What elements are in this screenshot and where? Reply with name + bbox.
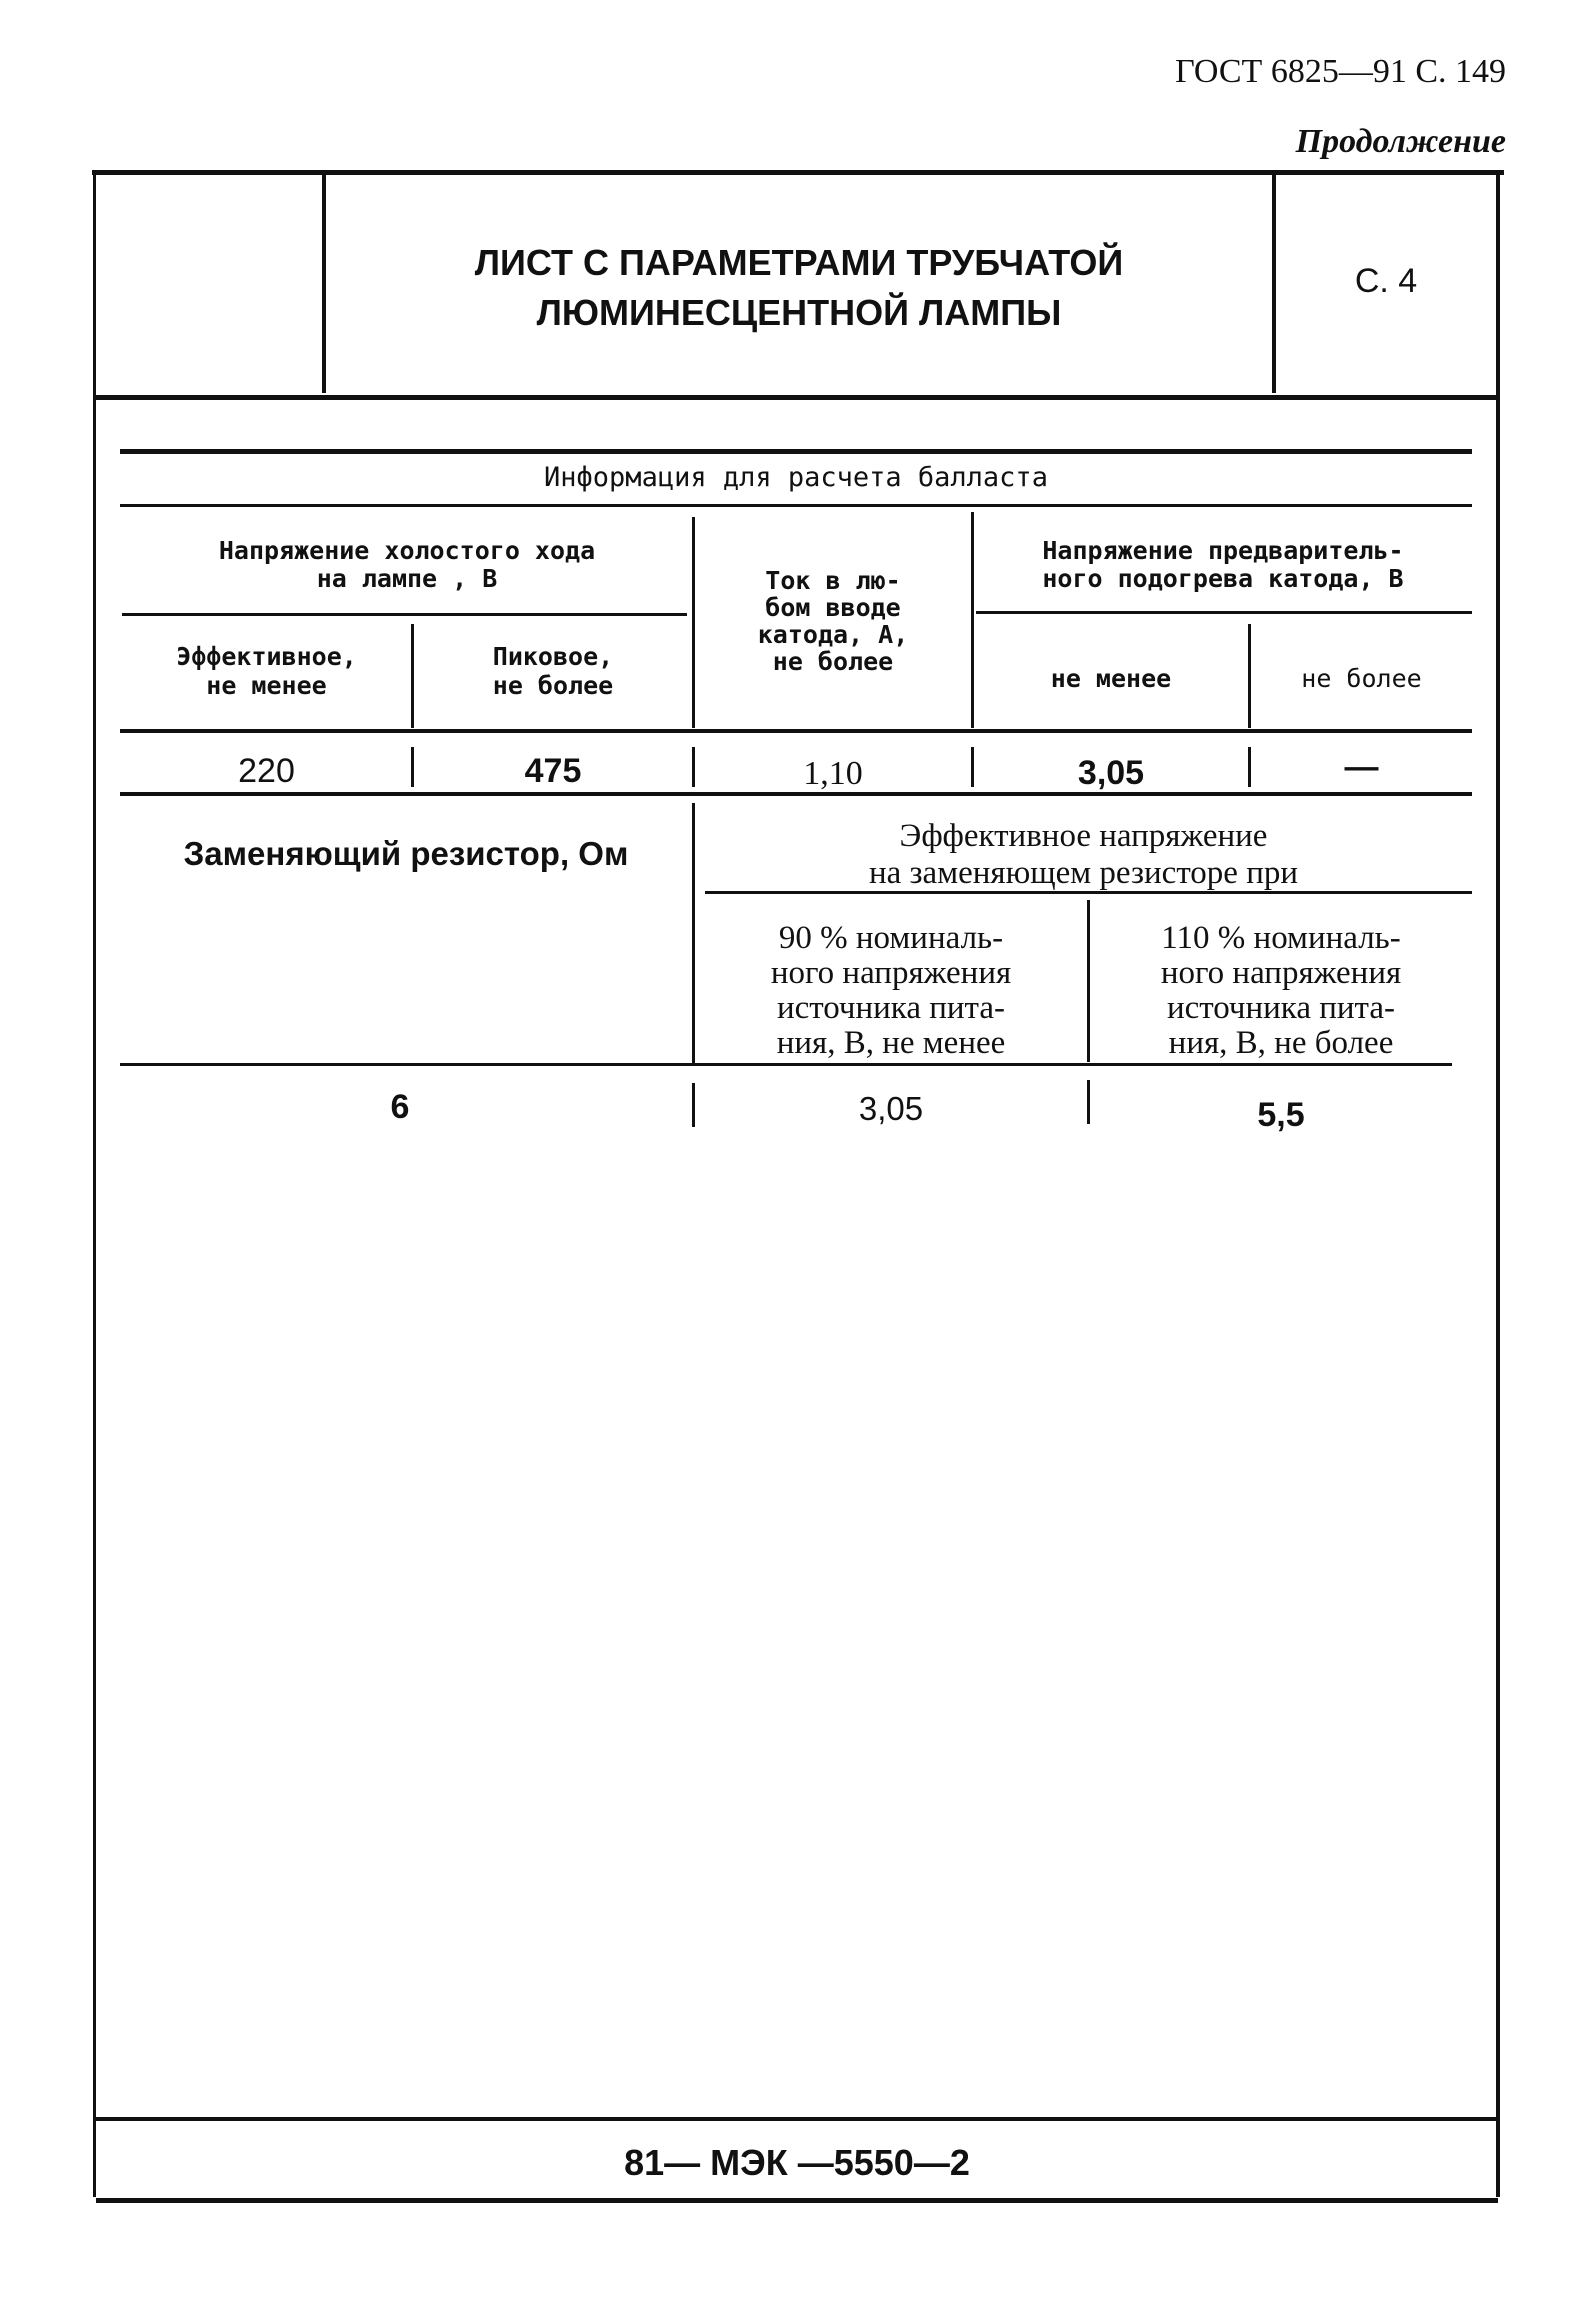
col90-line2: ного напряжения — [770, 955, 1012, 991]
continuation-label: Продолжение — [1295, 123, 1506, 160]
preheat-min-value: 3,05 — [1077, 754, 1145, 792]
ballast-table-bottom-line — [120, 792, 1472, 796]
footer-top-line — [96, 2117, 1498, 2121]
preheat-header-line1: Напряжение предваритель- — [1042, 536, 1404, 565]
current-header-line1: Ток в лю- — [765, 566, 901, 595]
frame-right-line — [1496, 172, 1500, 2197]
resistor-header-bottom-line — [120, 1063, 1452, 1066]
preheat-subheader-line — [976, 611, 1472, 614]
resistor-value: 6 — [390, 1088, 410, 1126]
voltage-header-line1: Эффективное напряжение — [899, 818, 1268, 854]
header-left-divider — [322, 175, 326, 393]
current-value: 1,10 — [803, 755, 863, 792]
open-circuit-header-line1: Напряжение холостого хода — [218, 536, 596, 565]
ballast-header-bottom-line — [120, 729, 1472, 733]
sheet-title-line2: ЛЮМИНЕСЦЕНТНОЙ ЛАМПЫ — [536, 292, 1062, 333]
footer-code: 81— МЭК —5550—2 — [624, 2142, 970, 2183]
current-header-line2: бом вводе — [765, 593, 901, 622]
frame-left-line — [93, 172, 96, 2197]
preheat-header-line2: ного подогрева катода, В — [1042, 564, 1404, 593]
col110-line4: ния, В, не более — [1168, 1025, 1394, 1061]
peak-header-line2: не более — [492, 671, 614, 700]
current-header-line3: катода, А, — [757, 620, 909, 649]
col90-line3: источника пита- — [776, 990, 1006, 1026]
effective-value: 220 — [238, 752, 295, 790]
footer-bottom-line — [96, 2198, 1498, 2203]
col90-line1: 90 % номиналь- — [778, 920, 1004, 956]
caption-bottom-line — [120, 504, 1472, 507]
preheat-max-header: не более — [1301, 664, 1422, 693]
ballast-caption: Информация для расчета балласта — [544, 462, 1048, 493]
frame-top-line — [92, 170, 1504, 175]
effective-header-line1: Эффективное, — [176, 642, 357, 671]
col110-line3: источника пита- — [1166, 990, 1396, 1026]
header-bottom-line — [96, 395, 1498, 400]
effective-header-line2: не менее — [206, 671, 327, 700]
current-header-line4: не более — [772, 647, 894, 676]
col110-line2: ного напряжения — [1160, 955, 1402, 991]
ballast-table-top-line — [120, 449, 1472, 454]
peak-header-line1: Пиковое, — [492, 642, 614, 671]
sheet-page-number: С. 4 — [1354, 262, 1418, 300]
col110-line1: 110 % номиналь- — [1161, 920, 1401, 956]
voltage-header-line2: на заменяющем резисторе при — [868, 855, 1299, 891]
v110-value: 5,5 — [1257, 1096, 1305, 1134]
open-circuit-header-line2: на лампе , В — [316, 564, 498, 593]
standard-reference: ГОСТ 6825—91 С. 149 — [1175, 53, 1506, 90]
sheet-title-line1: ЛИСТ С ПАРАМЕТРАМИ ТРУБЧАТОЙ — [474, 242, 1124, 283]
v90-value: 3,05 — [858, 1090, 924, 1127]
peak-value: 475 — [524, 752, 582, 790]
col90-line4: ния, В, не менее — [776, 1025, 1006, 1061]
preheat-max-value: — — [1344, 748, 1379, 786]
preheat-min-header: не менее — [1050, 664, 1172, 693]
open-circuit-subheader-line — [122, 613, 687, 616]
resistor-header: Заменяющий резистор, Ом — [183, 835, 629, 872]
